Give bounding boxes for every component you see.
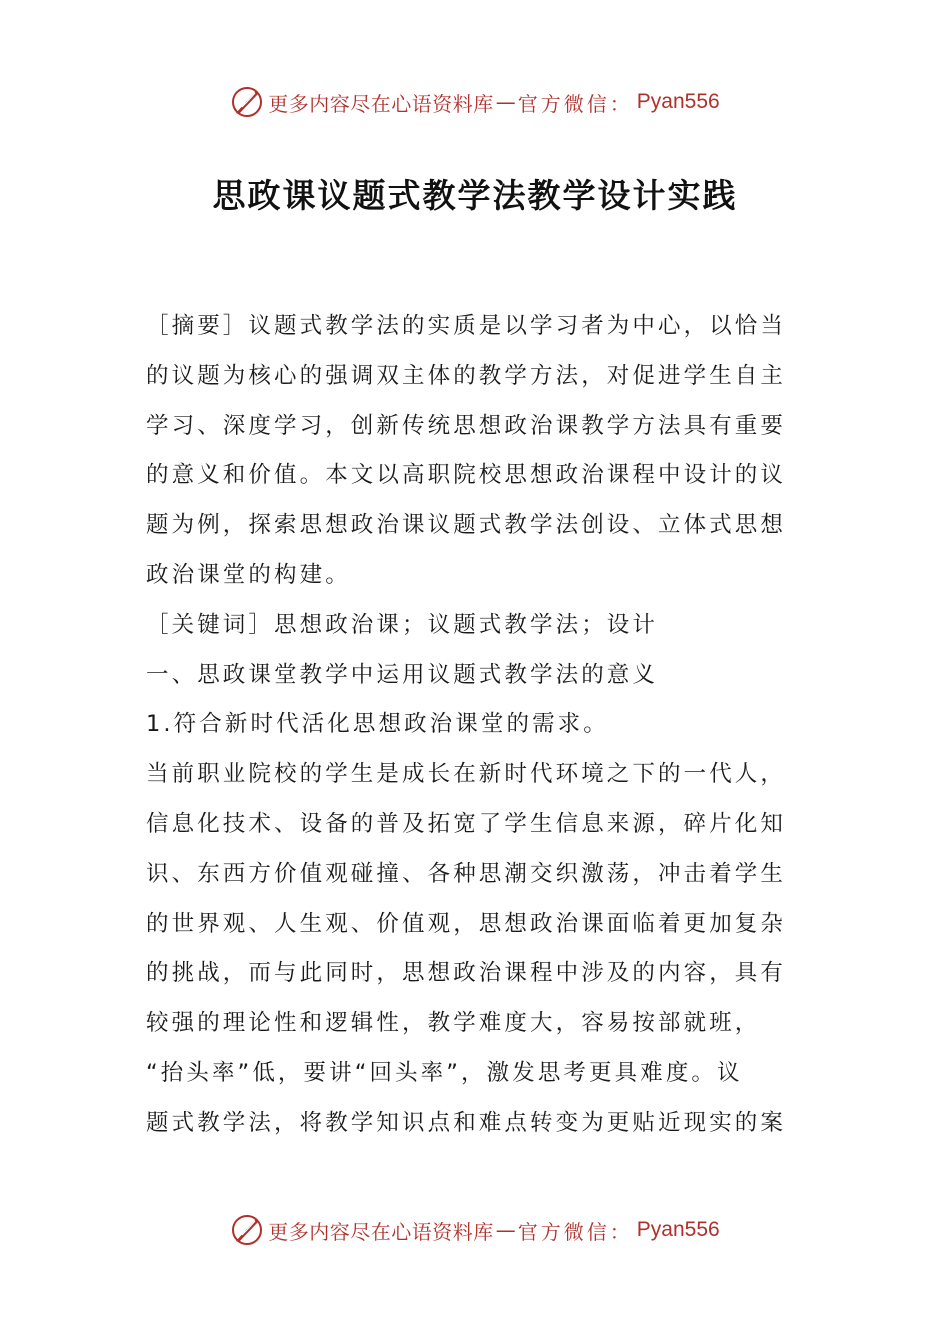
- abstract-line: 的议题为核心的强调双主体的教学方法，对促进学生自主: [146, 362, 787, 389]
- watermark-dash: —: [495, 1218, 516, 1242]
- abstract-line: 学习、深度学习，创新传统思想政治课教学方法具有重要: [146, 412, 787, 439]
- watermark-wechat-id: Pyan556: [636, 90, 720, 113]
- subheading: [146, 700, 806, 750]
- abstract-line: 政治课堂的构建。: [146, 561, 351, 588]
- body-line: 信息化技术、设备的普及拓宽了学生信息来源，碎片化知: [146, 810, 787, 837]
- body-line: “抬头率”低，要讲“回头率”，激发思考更具难度。议: [146, 1059, 743, 1086]
- abstract-paragraph: [146, 302, 806, 601]
- subheading-text: 1.符合新时代活化思想政治课堂的需求。: [146, 711, 609, 738]
- watermark-contact-label: 官方微信：: [517, 91, 633, 116]
- body-line: 的世界观、人生观、价值观，思想政治课面临着更加复杂: [146, 910, 787, 937]
- body-paragraph: [146, 750, 806, 1148]
- quill-logo-icon: [230, 85, 264, 119]
- body-line: 的挑战，而与此同时，思想政治课程中涉及的内容，具有: [146, 960, 787, 987]
- abstract-line: 的意义和价值。本文以高职院校思想政治课程中设计的议: [146, 462, 787, 489]
- quill-logo-icon: [230, 1213, 264, 1247]
- body-line: 较强的理论性和逻辑性，教学难度大，容易按部就班，: [146, 1010, 761, 1037]
- watermark-site-text: 更多内容尽在心语资料库: [268, 91, 494, 116]
- watermark-site-text: 更多内容尽在心语资料库: [268, 1219, 494, 1244]
- abstract-line: ［摘要］议题式教学法的实质是以学习者为中心，以恰当: [146, 313, 787, 339]
- footer-watermark: [0, 1210, 950, 1250]
- section-heading-text: 一、思政课堂教学中运用议题式教学法的意义: [146, 661, 659, 688]
- section-heading: [146, 651, 806, 701]
- keywords-paragraph: [146, 601, 806, 651]
- header-watermark: [0, 82, 950, 122]
- body-line: 题式教学法，将教学知识点和难点转变为更贴近现实的案: [146, 1109, 787, 1136]
- keywords-line: ［关键词］思想政治课；议题式教学法；设计: [146, 611, 659, 638]
- watermark-dash: —: [495, 90, 516, 114]
- abstract-line: 题为例，探索思想政治课议题式教学法创设、立体式思想: [146, 512, 787, 539]
- body-line: 识、东西方价值观碰撞、各种思潮交织激荡，冲击着学生: [146, 860, 787, 887]
- watermark-wechat-id: Pyan556: [636, 1218, 720, 1241]
- document-title: 思政课议题式教学法教学设计实践: [212, 176, 738, 215]
- document-body: [146, 302, 806, 1149]
- body-line: 当前职业院校的学生是成长在新时代环境之下的一代人，: [146, 761, 787, 788]
- watermark-contact-label: 官方微信：: [517, 1219, 633, 1244]
